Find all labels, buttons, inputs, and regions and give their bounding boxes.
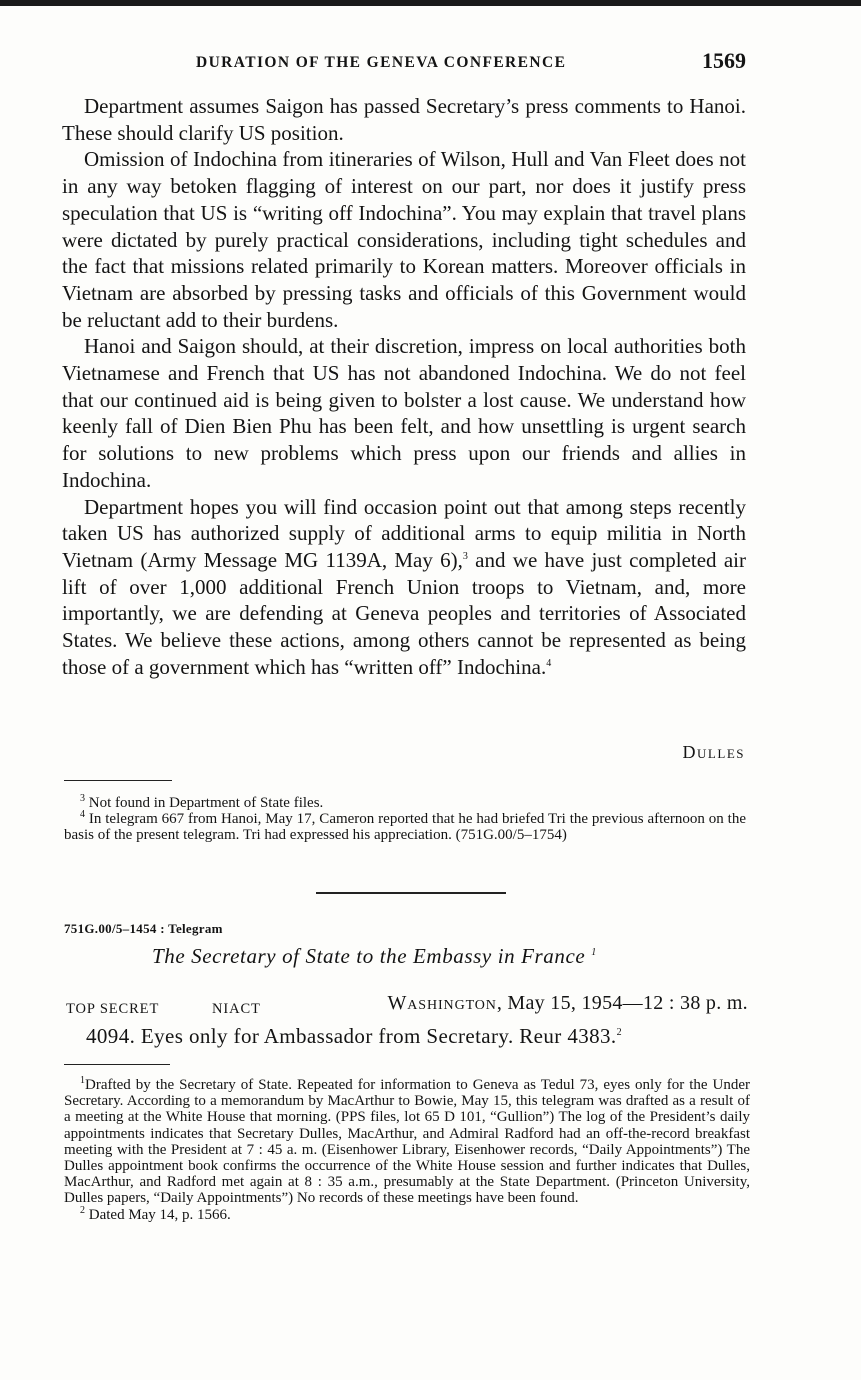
footnote-rule — [64, 780, 172, 781]
footnote-1 — [64, 1077, 750, 1207]
footnote-number: 3 — [80, 793, 85, 804]
body-paragraph-2: Omission of Indochina from itineraries of Wilson, Hull and Van Fleet does not in any way betoken flagging of interest on our part, nor does it justify press speculation that US is “writing off Indochina”. You may explain that travel plans were dictated by purely practical considerations, including tight schedules and the fact that missions related primarily to Korean matters. Moreover officials in Vietnam are absorbed by pressing tasks and officials of this Government would be reluctant add to their burdens. — [62, 147, 746, 332]
precedence: NIACT — [212, 1001, 261, 1017]
footnote-text: Drafted by the Secretary of State. Repeated for information to Geneva as Tedul 73, eyes only for the Under Secretary. According to a memorandum by MacArthur to Bowie, May 15, this telegram was drafted as a result of a meeting at the White House that morning. (PPS files, lot 65 D 101, “Gullion”) The log of the President’s daily appointments indicates that Secretary Dulles, MacArthur, and Admiral Radford had an off-the-record breakfast meeting with the President at 7 : 45 a. m. (Eisenhower Library, Eisenhower records, “Daily Appointments”) The Dulles appointment book confirms the occurrence of the White House session and further indicates that Dulles, MacArthur, and Radford met again at 8 : 35 a.m., presumably at the State Department. (Princeton University, Dulles papers, “Daily Appointments”) No records of these meetings have been found. — [64, 1077, 750, 1207]
body-paragraph-4 — [62, 494, 746, 681]
footnote-3 — [64, 795, 746, 811]
footnote-4 — [64, 811, 746, 843]
message-body: 4094. Eyes only for Ambassador from Secretary. Reur 4383. — [86, 1024, 617, 1048]
telegram-body — [62, 93, 746, 680]
footnote-number: 2 — [80, 1204, 85, 1216]
dateline — [64, 992, 748, 1020]
footnotes-section-1 — [64, 795, 746, 844]
footnote-text: In telegram 667 from Hanoi, May 17, Cameron reported that he had briefed Tri the previous afternoon on the basis of the present telegram. Tri had expressed his appreciation. (751G.00/5–1754) — [64, 811, 747, 844]
running-head: DURATION OF THE GENEVA CONFERENCE — [196, 54, 567, 71]
body-paragraph-1: Department assumes Saigon has passed Secretary’s press comments to Hanoi. These should clarify US position. — [62, 94, 746, 145]
footnote-ref-4: 4 — [546, 657, 552, 669]
place: Washington — [387, 992, 497, 1014]
footnote-text: Not found in Department of State files. — [88, 795, 324, 811]
document-title — [152, 944, 597, 969]
date-time: , May 15, 1954—12 : 38 p. m. — [496, 992, 748, 1014]
footnote-number: 1 — [80, 1075, 85, 1086]
classification: TOP SECRET — [66, 1001, 160, 1017]
page-header — [62, 46, 746, 80]
document-divider — [316, 892, 506, 894]
top-border-rule — [0, 0, 861, 6]
footnote-2 — [64, 1204, 750, 1223]
file-reference: 751G.00/5–1454 : Telegram — [64, 921, 223, 936]
message-text — [86, 1024, 622, 1049]
footnote-number: 4 — [80, 809, 85, 821]
body-paragraph-4-part-1: Department hopes you will find occasion point out that among steps recently taken US has authorized supply of additional arms to equip militia in North Vietnam (Army Message MG 1139A, May 6), — [62, 494, 746, 572]
footnotes-section-2 — [64, 1077, 750, 1223]
footnote-ref-2: 2 — [616, 1027, 622, 1038]
footnote-rule — [64, 1064, 170, 1065]
body-paragraph-4-part-2: and we have just completed air lift of over 1,000 additional French Union troops to Vietnam, and, more importantly, we are defending at Geneva peoples and territories of Associated States. We believe these actions, among others cannot be represented as being those of a government which has “written off” Indochina. — [62, 547, 746, 679]
footnote-ref-1: 1 — [591, 947, 597, 958]
document-title-text: The Secretary of State to the Embassy in France — [152, 944, 586, 968]
signature: Dulles — [682, 742, 745, 762]
place-and-date — [388, 992, 748, 1015]
footnote-text: Dated May 14, p. 1566. — [88, 1206, 231, 1223]
footnote-ref-3: 3 — [462, 550, 468, 562]
body-paragraph-3: Hanoi and Saigon should, at their discretion, impress on local authorities both Vietnamese and French that US has not abandoned Indochina. We do not feel that our continued aid is being given to bolster a lost cause. We understand how keenly fall of Dien Bien Phu has been felt, and how unsettling is urgent search for solutions to new problems which press upon our friends and allies in Indochina. — [62, 334, 746, 492]
page-number: 1569 — [702, 48, 746, 73]
